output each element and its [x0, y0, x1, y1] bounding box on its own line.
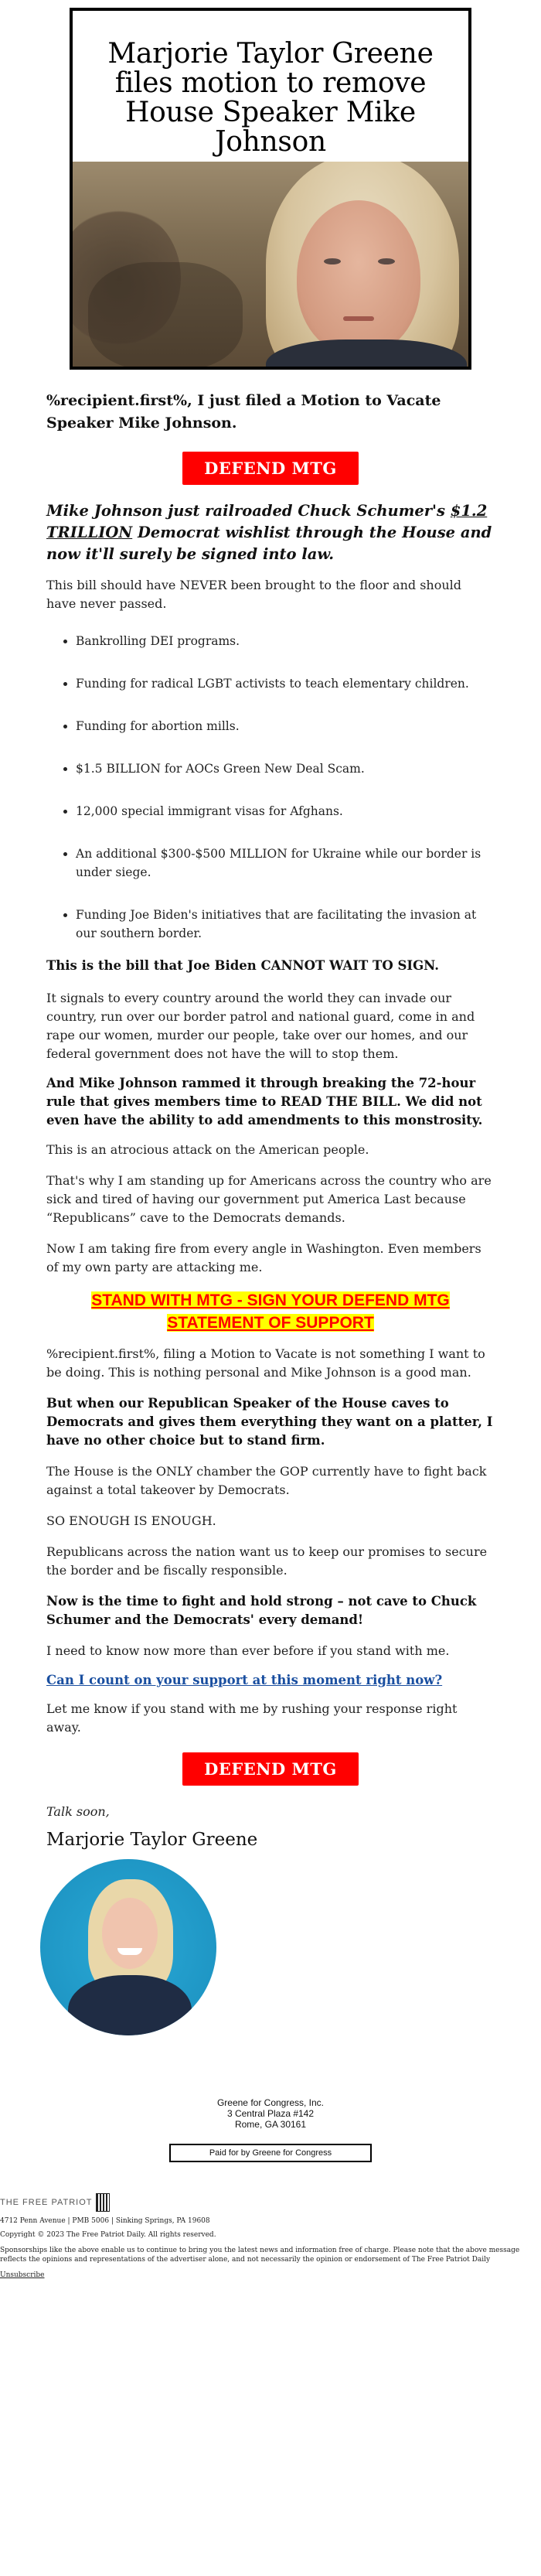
stand-with-mtg-cta	[46, 1289, 495, 1334]
flag-icon	[96, 2193, 110, 2212]
copyright: Copyright © 2023 The Free Patriot Daily. All rights reserved.	[0, 2231, 216, 2239]
footer-org: Greene for Congress, Inc.	[216, 2097, 325, 2108]
hero-title: Marjorie Taylor Greene files motion to remove House Speaker Mike Johnson	[107, 37, 434, 158]
defend-mtg-button[interactable]: DEFEND MTG	[182, 452, 359, 485]
intro-heading: %recipient.first%, I just filed a Motion to Vacate Speaker Mike Johnson.	[46, 392, 441, 432]
campaign-footer	[0, 2097, 541, 2162]
paragraph: Now I am taking fire from every angle in Washington. Even members of my own party are attacking me.	[46, 1241, 481, 1274]
unsubscribe-link[interactable]: Unsubscribe	[0, 2271, 45, 2279]
paid-for-box: Paid for by Greene for Congress	[169, 2144, 372, 2162]
footer-address-line: Rome, GA 30161	[234, 2119, 307, 2130]
signature-name: Marjorie Taylor Greene	[46, 1830, 258, 1850]
paragraph: This bill should have NEVER been brought to the floor and should have never passed.	[46, 578, 462, 611]
defend-mtg-button[interactable]: DEFEND MTG	[182, 1752, 359, 1786]
paragraph: It signals to every country around the world they can invade our country, run over our border patrol and national guard, come in and rape our women, murder our people, take over our homes, and our federal government does not have the will to stop them.	[46, 991, 475, 1061]
disclaimer: Sponsorships like the above enable us to continue to bring you the latest news and information free of charge. Please note that the above message reflects the opinions and representations of the advertiser alone, and not necessarily the opinion or endorsement of The Free Patriot Daily	[0, 2247, 520, 2264]
paragraph: %recipient.first%, filing a Motion to Vacate is not something I want to be doing. This is nothing personal and Mike Johnson is a good man.	[46, 1346, 485, 1380]
list-item: • Bankrolling DEI programs.	[76, 632, 495, 650]
paragraph: This is an atrocious attack on the American people.	[46, 1142, 369, 1157]
stand-with-mtg-link[interactable]: STAND WITH MTG - SIGN YOUR DEFEND MTG STATEMENT OF SUPPORT	[91, 1291, 450, 1332]
footer-address-line: 3 Central Plaza #142	[226, 2108, 315, 2119]
list-item: • Funding for radical LGBT activists to teach elementary children.	[76, 674, 495, 693]
avatar	[40, 1859, 216, 2035]
bold-paragraph: This is the bill that Joe Biden CANNOT WAIT TO SIGN.	[46, 958, 439, 973]
free-patriot-logo: THE FREE PATRIOT	[0, 2193, 541, 2212]
paragraph: Republicans across the nation want us to keep our promises to secure the border and be fiscally responsible.	[46, 1544, 488, 1578]
emphasis-paragraph: Mike Johnson just railroaded Chuck Schumer's $1.2 TRILLION Democrat wishlist through the House and now it'll surely be signed into law.	[46, 502, 492, 563]
paragraph: The House is the ONLY chamber the GOP currently have to fight back against a total takeover by Democrats.	[46, 1464, 487, 1497]
list-item: • Funding Joe Biden's initiatives that are facilitating the invasion at our southern border.	[76, 906, 495, 943]
signoff-talk: Talk soon,	[46, 1804, 110, 1819]
publisher-footer	[0, 2193, 541, 2280]
bold-paragraph: But when our Republican Speaker of the House caves to Democrats and gives them everything they want on a platter, I have no other choice but to stand firm.	[46, 1396, 493, 1448]
list-item: • Funding for abortion mills.	[76, 717, 495, 735]
list-item: • $1.5 BILLION for AOCs Green New Deal Scam.	[76, 759, 495, 778]
publisher-address: 4712 Penn Avenue | PMB 5006 | Sinking Springs, PA 19608	[0, 2217, 210, 2225]
bold-paragraph: Now is the time to fight and hold strong – not cave to Chuck Schumer and the Democrats' every demand!	[46, 1594, 477, 1627]
paragraph: SO ENOUGH IS ENOUGH.	[46, 1513, 216, 1528]
paragraph: That's why I am standing up for Americans across the country who are sick and tired of having our government put America Last because “Republicans” cave to the Democrats demands.	[46, 1173, 492, 1225]
list-item: • An additional $300-$500 MILLION for Ukraine while our border is under siege.	[76, 844, 495, 882]
hero-banner[interactable]	[70, 8, 471, 370]
bold-paragraph: And Mike Johnson rammed it through breaking the 72-hour rule that gives members time to READ THE BILL. We did not even have the ability to add amendments to this monstrosity.	[46, 1076, 483, 1128]
paragraph: Let me know if you stand with me by rushing your response right away.	[46, 1701, 458, 1735]
support-question-link[interactable]: Can I count on your support at this moment right now?	[46, 1673, 443, 1687]
paragraph: I need to know now more than ever before if you stand with me.	[46, 1643, 450, 1658]
list-item: • 12,000 special immigrant visas for Afghans.	[76, 802, 495, 821]
trillion-amount: $1.2 TRILLION	[46, 502, 488, 541]
hero-photo	[73, 162, 468, 367]
bill-provisions-list	[46, 632, 495, 943]
